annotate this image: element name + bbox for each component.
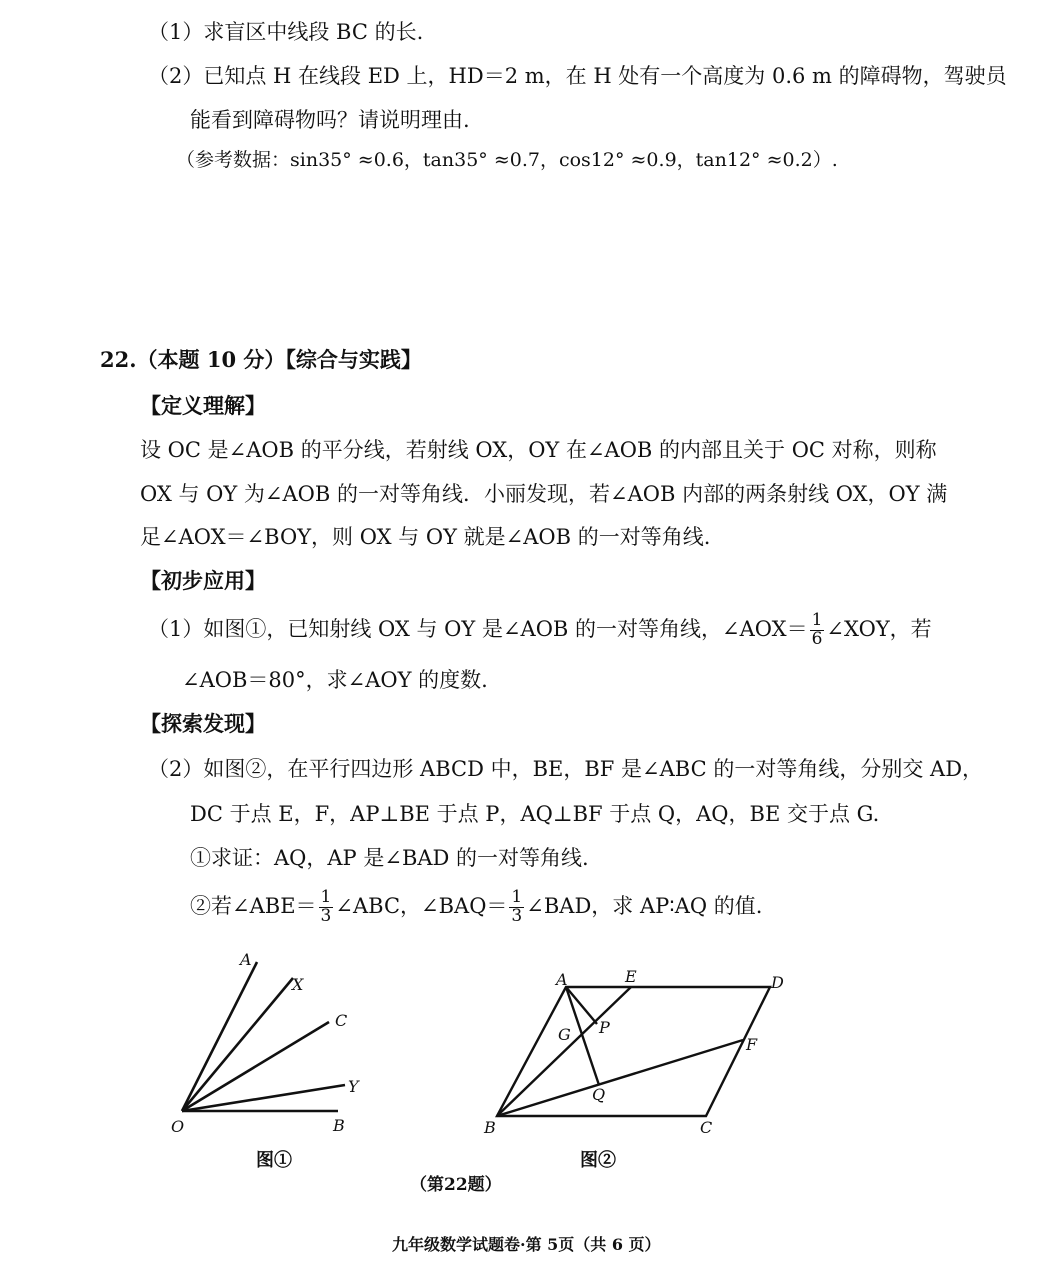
definition-line1: 设 OC 是∠AOB 的平分线，若射线 OX，OY 在∠AOB 的内部且关于 OC 对称，则称 bbox=[140, 438, 937, 462]
label-o: O bbox=[171, 1117, 185, 1136]
fraction-denominator: 3 bbox=[320, 906, 332, 926]
reference-data: （参考数据：sin35° ≈0.6，tan35° ≈0.7，cos12° ≈0.9，tan12° ≈0.2）. bbox=[176, 149, 838, 171]
fraction-numerator: 1 bbox=[511, 887, 523, 908]
part-1-text-post: ∠XOY，若 bbox=[826, 617, 932, 641]
exploration-title: 【探索发现】 bbox=[140, 711, 266, 736]
segment-be bbox=[497, 987, 631, 1116]
fraction-denominator: 6 bbox=[811, 629, 823, 649]
label-y: Y bbox=[348, 1077, 359, 1096]
definition-line3: 足∠AOX＝∠BOY，则 OX 与 OY 就是∠AOB 的一对等角线. bbox=[140, 525, 711, 549]
label-e: E bbox=[625, 967, 637, 986]
definition-line2: OX 与 OY 为∠AOB 的一对等角线．小丽发现，若∠AOB 内部的两条射线 OX，OY 满 bbox=[140, 482, 948, 506]
part-1-line1 bbox=[148, 608, 932, 650]
label-c: C bbox=[335, 1011, 348, 1030]
fraction-one-sixth bbox=[810, 612, 825, 649]
prev-question-2-line2: 能看到障碍物吗？请说明理由. bbox=[190, 108, 470, 132]
fraction-denominator: 3 bbox=[511, 906, 523, 926]
part-2-sub1: ①求证：AQ，AP 是∠BAD 的一对等角线. bbox=[190, 846, 589, 870]
label-b: B bbox=[333, 1116, 345, 1135]
page-footer: 九年级数学试题卷·第 5页（共 6 页） bbox=[392, 1235, 661, 1254]
figure-title: （第22题） bbox=[410, 1175, 502, 1195]
figure-1-diagram bbox=[160, 948, 380, 1138]
fraction-numerator: 1 bbox=[320, 887, 332, 908]
label-g: G bbox=[558, 1025, 571, 1044]
segment-ap bbox=[566, 987, 597, 1024]
label-c: C bbox=[700, 1118, 713, 1137]
label-a: A bbox=[240, 950, 252, 969]
part-1-text-pre: （1）如图①，已知射线 OX 与 OY 是∠AOB 的一对等角线，∠AOX＝ bbox=[148, 617, 808, 641]
segment-bf bbox=[497, 1040, 743, 1116]
label-p: P bbox=[599, 1018, 610, 1037]
part-2-line2: DC 于点 E，F，AP⊥BE 于点 P，AQ⊥BF 于点 Q，AQ，BE 交于点 G. bbox=[190, 802, 880, 826]
part-1-line2: ∠AOB＝80°，求∠AOY 的度数. bbox=[182, 668, 488, 692]
figure-2-caption: 图② bbox=[580, 1150, 616, 1171]
figure-1-caption: 图① bbox=[256, 1150, 292, 1171]
definition-title: 【定义理解】 bbox=[140, 393, 266, 418]
fraction-numerator: 1 bbox=[811, 610, 823, 631]
fraction-one-third-b bbox=[509, 889, 524, 926]
application-title: 【初步应用】 bbox=[140, 568, 266, 593]
label-x: X bbox=[292, 975, 304, 994]
prev-question-2-line1: （2）已知点 H 在线段 ED 上，HD＝2 m，在 H 处有一个高度为 0.6 m 的障碍物，驾驶员 bbox=[148, 64, 1007, 88]
label-q: Q bbox=[592, 1085, 606, 1104]
part-2-sub2-pre: ②若∠ABE＝ bbox=[190, 894, 317, 918]
label-d: D bbox=[771, 973, 784, 992]
part-2-sub2-mid: ∠ABC，∠BAQ＝ bbox=[335, 894, 508, 918]
part-2-sub2 bbox=[190, 885, 762, 927]
label-b: B bbox=[484, 1118, 496, 1137]
ray-oy bbox=[182, 1085, 345, 1111]
part-2-sub2-post: ∠BAD，求 AP∶AQ 的值. bbox=[526, 894, 763, 918]
part-2-line1: （2）如图②，在平行四边形 ABCD 中，BE，BF 是∠ABC 的一对等角线，分别交 AD， bbox=[148, 757, 984, 781]
segment-aq bbox=[566, 987, 599, 1085]
parallelogram-abcd bbox=[497, 987, 770, 1116]
figure-2-diagram bbox=[478, 962, 798, 1142]
question-22-heading: 22.（本题 10 分）【综合与实践】 bbox=[100, 347, 422, 372]
prev-question-1: （1）求盲区中线段 BC 的长. bbox=[148, 20, 424, 44]
fraction-one-third-a bbox=[319, 889, 334, 926]
label-a: A bbox=[556, 970, 568, 989]
label-f: F bbox=[746, 1035, 758, 1054]
